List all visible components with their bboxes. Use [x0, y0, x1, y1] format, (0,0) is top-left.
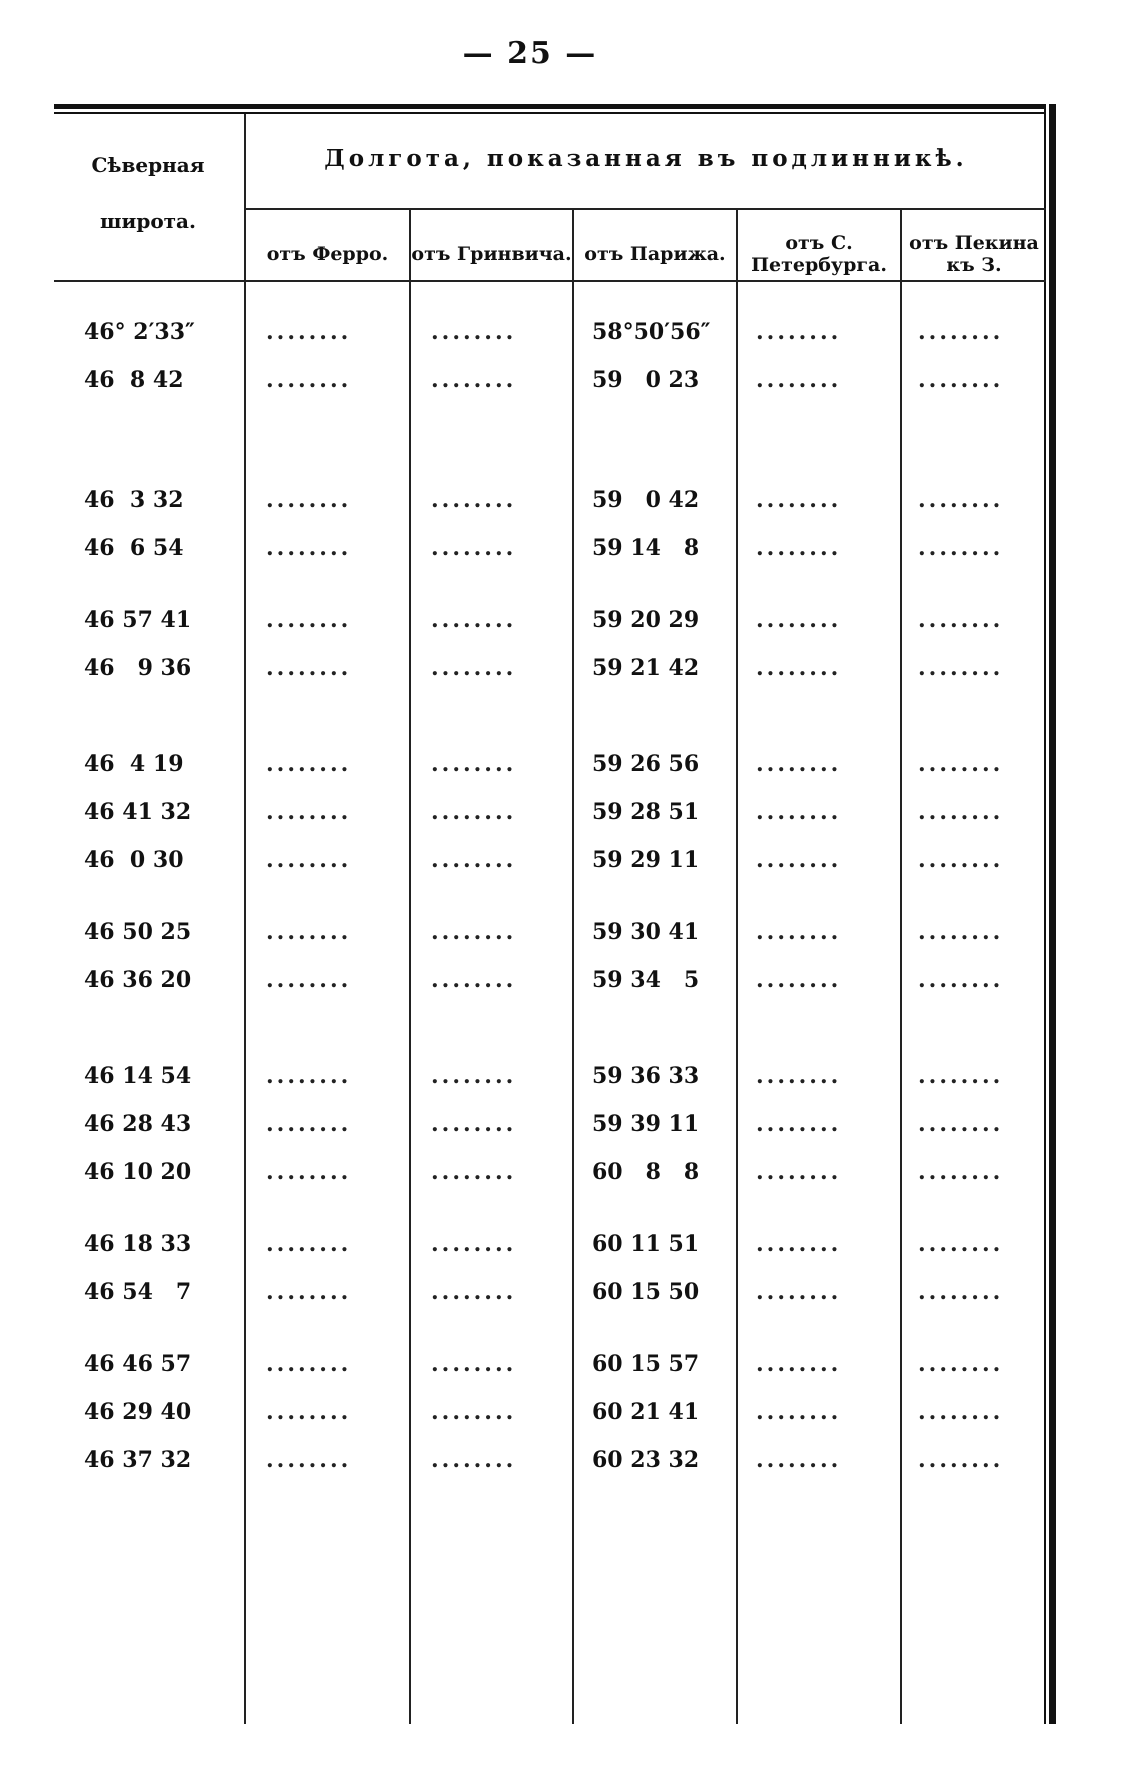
paris-cell: 59 21 42 — [592, 655, 700, 681]
greenwich-cell: ........ — [431, 1231, 517, 1257]
header-divider-longitude — [246, 208, 1046, 210]
latitude-cell: 46 37 32 — [84, 1447, 192, 1473]
peterburg-cell: ........ — [756, 607, 842, 633]
peterburg-cell: ........ — [756, 1063, 842, 1089]
latitude-cell: 46 0 30 — [84, 847, 184, 873]
table-row — [54, 312, 1046, 352]
ferro-cell: ........ — [266, 1279, 352, 1305]
greenwich-cell: ........ — [431, 1279, 517, 1305]
peterburg-cell: ........ — [756, 655, 842, 681]
greenwich-cell: ........ — [431, 1399, 517, 1425]
latitude-cell: 46 6 54 — [84, 535, 184, 561]
subheader-paris: отъ Парижа. — [584, 243, 726, 266]
peterburg-cell: ........ — [756, 919, 842, 945]
paris-cell: 59 39 11 — [592, 1111, 700, 1137]
latitude-cell: 46° 2′33″ — [84, 319, 195, 345]
table-row — [54, 480, 1046, 520]
peterburg-cell: ........ — [756, 847, 842, 873]
paris-cell: 59 0 42 — [592, 487, 700, 513]
latitude-cell: 46 57 41 — [84, 607, 192, 633]
greenwich-cell: ........ — [431, 367, 517, 393]
ferro-cell: ........ — [266, 919, 352, 945]
paris-cell: 59 26 56 — [592, 751, 700, 777]
peking-cell: ........ — [918, 535, 1004, 561]
ferro-cell: ........ — [266, 367, 352, 393]
peking-cell: ........ — [918, 751, 1004, 777]
table-row — [54, 648, 1046, 688]
ferro-cell: ........ — [266, 487, 352, 513]
subheader-peterburg: отъ С. Петербурга. — [751, 232, 887, 276]
peterburg-cell: ........ — [756, 751, 842, 777]
latitude-cell: 46 46 57 — [84, 1351, 192, 1377]
paris-cell: 60 21 41 — [592, 1399, 700, 1425]
peking-cell: ........ — [918, 1447, 1004, 1473]
paris-cell: 59 14 8 — [592, 535, 700, 561]
peking-cell: ........ — [918, 1351, 1004, 1377]
table-frame — [54, 104, 1056, 1724]
right-rule — [1049, 104, 1056, 1724]
subheader-ferro: отъ Ферро. — [266, 243, 389, 266]
ferro-cell: ........ — [266, 1447, 352, 1473]
table-row — [54, 1152, 1046, 1192]
table-row — [54, 600, 1046, 640]
greenwich-cell: ........ — [431, 1447, 517, 1473]
peking-cell: ........ — [918, 847, 1004, 873]
table-row — [54, 912, 1046, 952]
peking-cell: ........ — [918, 487, 1004, 513]
page-number: — 25 — — [462, 36, 598, 71]
latitude-cell: 46 29 40 — [84, 1399, 192, 1425]
header-latitude-line2: широта. — [100, 209, 196, 233]
ferro-cell: ........ — [266, 1111, 352, 1137]
table-row — [54, 744, 1046, 784]
peterburg-cell: ........ — [756, 1279, 842, 1305]
ferro-cell: ........ — [266, 319, 352, 345]
ferro-cell: ........ — [266, 799, 352, 825]
latitude-cell: 46 9 36 — [84, 655, 192, 681]
peterburg-cell: ........ — [756, 535, 842, 561]
ferro-cell: ........ — [266, 1159, 352, 1185]
peterburg-cell: ........ — [756, 319, 842, 345]
ferro-cell: ........ — [266, 655, 352, 681]
ferro-cell: ........ — [266, 847, 352, 873]
peking-cell: ........ — [918, 1159, 1004, 1185]
paris-cell: 60 15 57 — [592, 1351, 700, 1377]
table-row — [54, 528, 1046, 568]
subheader-peking: отъ Пекина къ З. — [909, 232, 1039, 276]
table-row — [54, 1344, 1046, 1384]
latitude-cell: 46 28 43 — [84, 1111, 192, 1137]
latitude-cell: 46 18 33 — [84, 1231, 192, 1257]
peking-cell: ........ — [918, 1279, 1004, 1305]
ferro-cell: ........ — [266, 967, 352, 993]
ferro-cell: ........ — [266, 1063, 352, 1089]
ferro-cell: ........ — [266, 1399, 352, 1425]
peterburg-cell: ........ — [756, 1159, 842, 1185]
latitude-cell: 46 54 7 — [84, 1279, 192, 1305]
header-latitude-line1: Сѣверная — [91, 153, 205, 177]
greenwich-cell: ........ — [431, 799, 517, 825]
greenwich-cell: ........ — [431, 1063, 517, 1089]
paris-cell: 59 34 5 — [592, 967, 700, 993]
ferro-cell: ........ — [266, 1351, 352, 1377]
ferro-cell: ........ — [266, 535, 352, 561]
table-row — [54, 960, 1046, 1000]
table-row — [54, 840, 1046, 880]
peterburg-cell: ........ — [756, 1447, 842, 1473]
peterburg-cell: ........ — [756, 1351, 842, 1377]
paris-cell: 60 11 51 — [592, 1231, 700, 1257]
ferro-cell: ........ — [266, 607, 352, 633]
greenwich-cell: ........ — [431, 319, 517, 345]
paris-cell: 59 30 41 — [592, 919, 700, 945]
paris-cell: 60 23 32 — [592, 1447, 700, 1473]
greenwich-cell: ........ — [431, 487, 517, 513]
greenwich-cell: ........ — [431, 607, 517, 633]
paris-cell: 59 0 23 — [592, 367, 700, 393]
greenwich-cell: ........ — [431, 967, 517, 993]
subheader-greenwich: отъ Гринвича. — [411, 243, 572, 266]
peking-cell: ........ — [918, 1231, 1004, 1257]
peking-cell: ........ — [918, 799, 1004, 825]
paris-cell: 60 8 8 — [592, 1159, 700, 1185]
peking-cell: ........ — [918, 1399, 1004, 1425]
table-row — [54, 1224, 1046, 1264]
greenwich-cell: ........ — [431, 919, 517, 945]
top-rule-thin — [54, 112, 1046, 114]
table-row — [54, 1104, 1046, 1144]
table-row — [54, 1392, 1046, 1432]
peterburg-cell: ........ — [756, 1231, 842, 1257]
peterburg-cell: ........ — [756, 1111, 842, 1137]
peking-cell: ........ — [918, 967, 1004, 993]
table-row — [54, 1272, 1046, 1312]
latitude-cell: 46 36 20 — [84, 967, 192, 993]
table-row — [54, 792, 1046, 832]
table-row — [54, 1056, 1046, 1096]
peking-cell: ........ — [918, 919, 1004, 945]
latitude-cell: 46 41 32 — [84, 799, 192, 825]
paris-cell: 58°50′56″ — [592, 319, 711, 345]
peking-cell: ........ — [918, 319, 1004, 345]
peking-cell: ........ — [918, 1111, 1004, 1137]
latitude-cell: 46 3 32 — [84, 487, 184, 513]
paris-cell: 59 29 11 — [592, 847, 700, 873]
greenwich-cell: ........ — [431, 847, 517, 873]
paris-cell: 59 20 29 — [592, 607, 700, 633]
header-longitude: Долгота, показанная въ подлинникѣ. — [324, 145, 968, 172]
peterburg-cell: ........ — [756, 487, 842, 513]
top-rule — [54, 104, 1046, 109]
greenwich-cell: ........ — [431, 655, 517, 681]
latitude-cell: 46 8 42 — [84, 367, 184, 393]
peterburg-cell: ........ — [756, 367, 842, 393]
paris-cell: 60 15 50 — [592, 1279, 700, 1305]
greenwich-cell: ........ — [431, 751, 517, 777]
peking-cell: ........ — [918, 655, 1004, 681]
greenwich-cell: ........ — [431, 535, 517, 561]
latitude-cell: 46 4 19 — [84, 751, 184, 777]
ferro-cell: ........ — [266, 751, 352, 777]
peterburg-cell: ........ — [756, 799, 842, 825]
peterburg-cell: ........ — [756, 967, 842, 993]
latitude-cell: 46 10 20 — [84, 1159, 192, 1185]
paris-cell: 59 36 33 — [592, 1063, 700, 1089]
peking-cell: ........ — [918, 367, 1004, 393]
greenwich-cell: ........ — [431, 1159, 517, 1185]
table-row — [54, 1440, 1046, 1480]
greenwich-cell: ........ — [431, 1111, 517, 1137]
greenwich-cell: ........ — [431, 1351, 517, 1377]
peking-cell: ........ — [918, 1063, 1004, 1089]
paris-cell: 59 28 51 — [592, 799, 700, 825]
ferro-cell: ........ — [266, 1231, 352, 1257]
latitude-cell: 46 50 25 — [84, 919, 192, 945]
peterburg-cell: ........ — [756, 1399, 842, 1425]
table-row — [54, 360, 1046, 400]
latitude-cell: 46 14 54 — [84, 1063, 192, 1089]
peking-cell: ........ — [918, 607, 1004, 633]
